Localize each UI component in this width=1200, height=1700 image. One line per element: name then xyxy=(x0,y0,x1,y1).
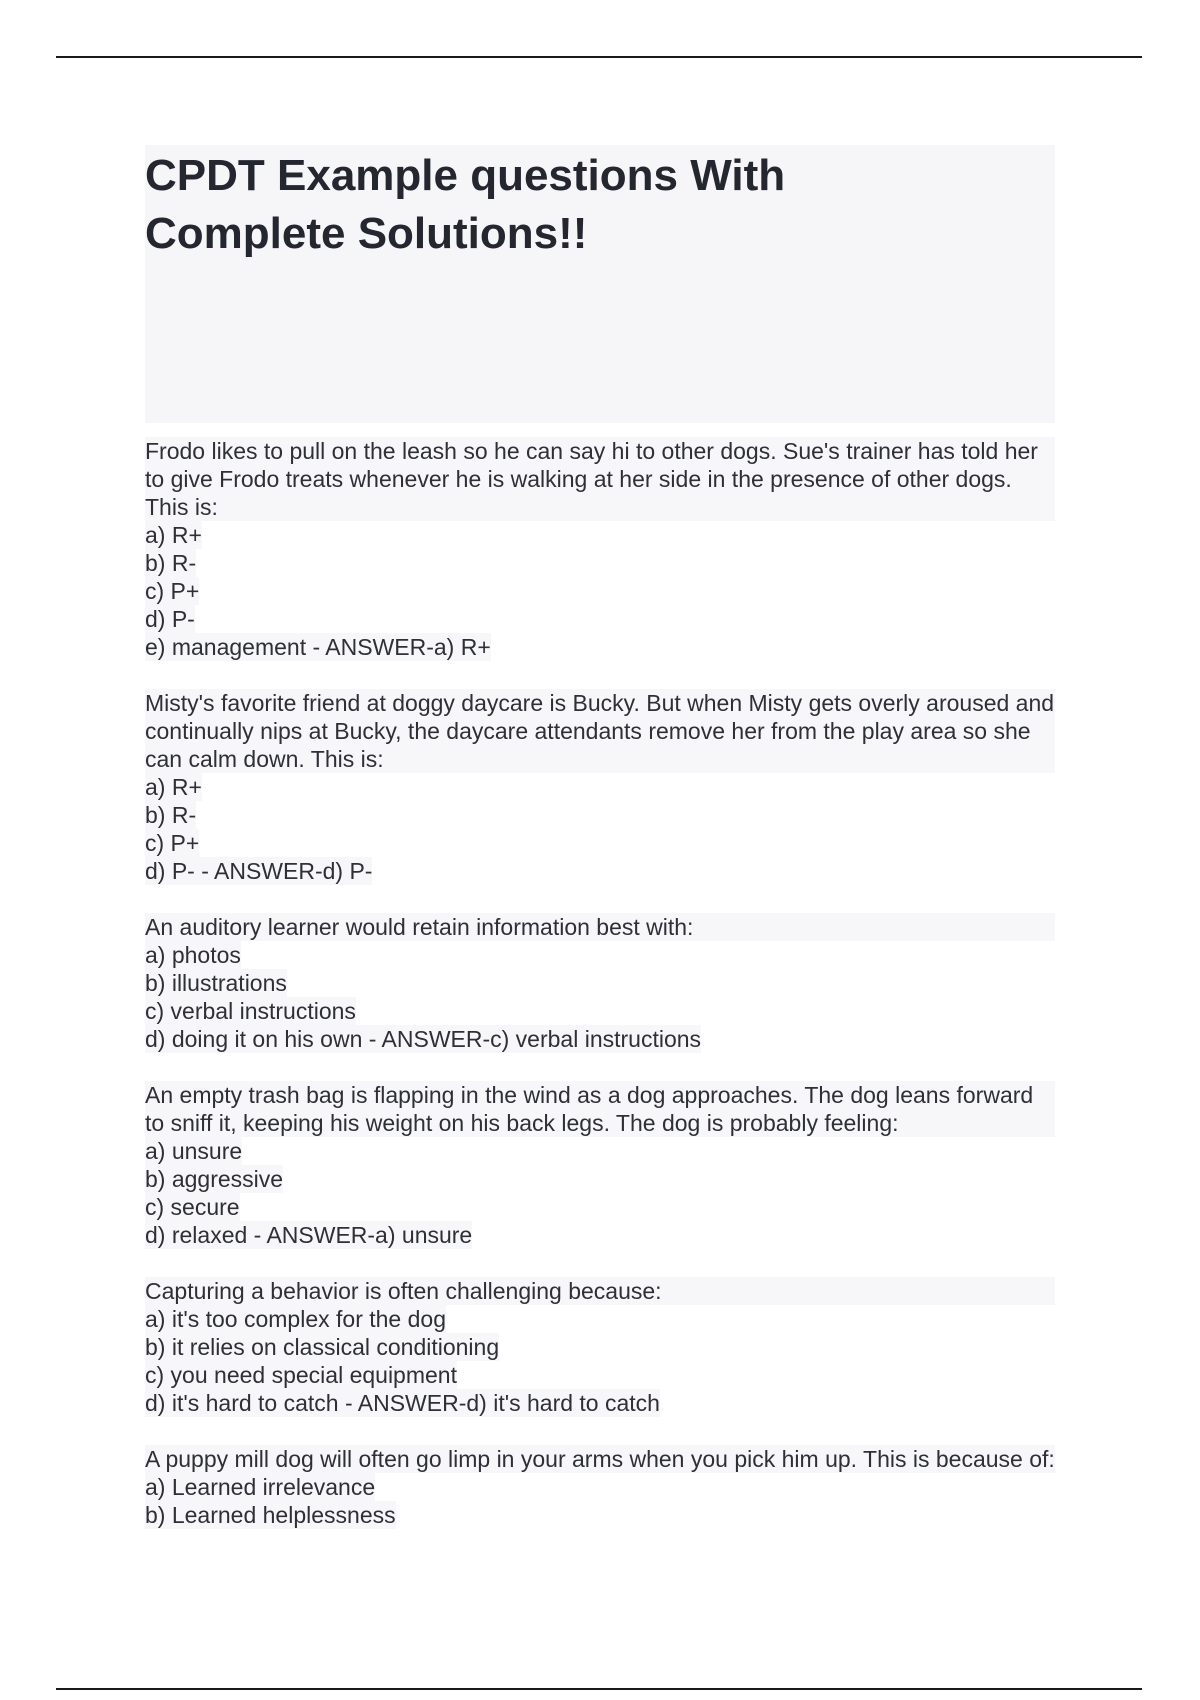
question-option: b) it relies on classical conditioning xyxy=(145,1334,500,1360)
question-stem: An auditory learner would retain information best with: xyxy=(145,913,1055,941)
question-stem: Capturing a behavior is often challenging because: xyxy=(145,1277,1055,1305)
title-block xyxy=(145,145,1055,423)
question-item xyxy=(145,1081,1055,1249)
question-option: d) doing it on his own - ANSWER-c) verbal instructions xyxy=(145,1026,702,1052)
question-item xyxy=(145,1445,1055,1529)
question-item xyxy=(145,913,1055,1053)
question-option: a) it's too complex for the dog xyxy=(145,1306,446,1332)
question-option: a) unsure xyxy=(145,1138,243,1164)
question-option: b) R- xyxy=(145,802,197,828)
question-option: e) management - ANSWER-a) R+ xyxy=(145,634,491,660)
question-list xyxy=(145,437,1055,1529)
question-stem: An empty trash bag is flapping in the wind as a dog approaches. The dog leans forward to sniff it, keeping his weight on his back legs. The dog is probably feeling: xyxy=(145,1081,1055,1137)
question-stem: Misty's favorite friend at doggy daycare is Bucky. But when Misty gets overly aroused and continually nips at Bucky, the daycare attendants remove her from the play area so she can calm down. This is: xyxy=(145,690,1055,772)
page-top-rule xyxy=(56,56,1142,58)
question-option: c) verbal instructions xyxy=(145,998,356,1024)
question-option: c) P+ xyxy=(145,578,200,604)
question-item xyxy=(145,437,1055,661)
question-option: b) illustrations xyxy=(145,970,287,996)
question-option: c) you need special equipment xyxy=(145,1362,457,1388)
question-option: b) Learned helplessness xyxy=(145,1502,396,1528)
question-item xyxy=(145,1277,1055,1417)
question-option: a) R+ xyxy=(145,522,202,548)
question-option: d) relaxed - ANSWER-a) unsure xyxy=(145,1222,473,1248)
question-option: c) secure xyxy=(145,1194,240,1220)
question-option: a) Learned irrelevance xyxy=(145,1474,376,1500)
question-option: d) it's hard to catch - ANSWER-d) it's hard to catch xyxy=(145,1390,660,1416)
question-option: c) P+ xyxy=(145,830,200,856)
question-stem: Frodo likes to pull on the leash so he can say hi to other dogs. Sue's trainer has told her to give Frodo treats whenever he is walking at her side in the presence of other dogs. This is: xyxy=(145,437,1055,521)
document-body xyxy=(145,145,1055,1557)
page-bottom-rule xyxy=(56,1688,1142,1690)
question-option: d) P- - ANSWER-d) P- xyxy=(145,858,373,884)
question-option: b) aggressive xyxy=(145,1166,284,1192)
question-item xyxy=(145,689,1055,885)
question-stem: A puppy mill dog will often go limp in your arms when you pick him up. This is because of: xyxy=(145,1446,1055,1472)
question-option: d) P- xyxy=(145,606,195,632)
question-option: b) R- xyxy=(145,550,197,576)
question-option: a) photos xyxy=(145,942,241,968)
question-option: a) R+ xyxy=(145,774,202,800)
document-title: CPDT Example questions With Complete Solutions!! xyxy=(145,151,786,258)
